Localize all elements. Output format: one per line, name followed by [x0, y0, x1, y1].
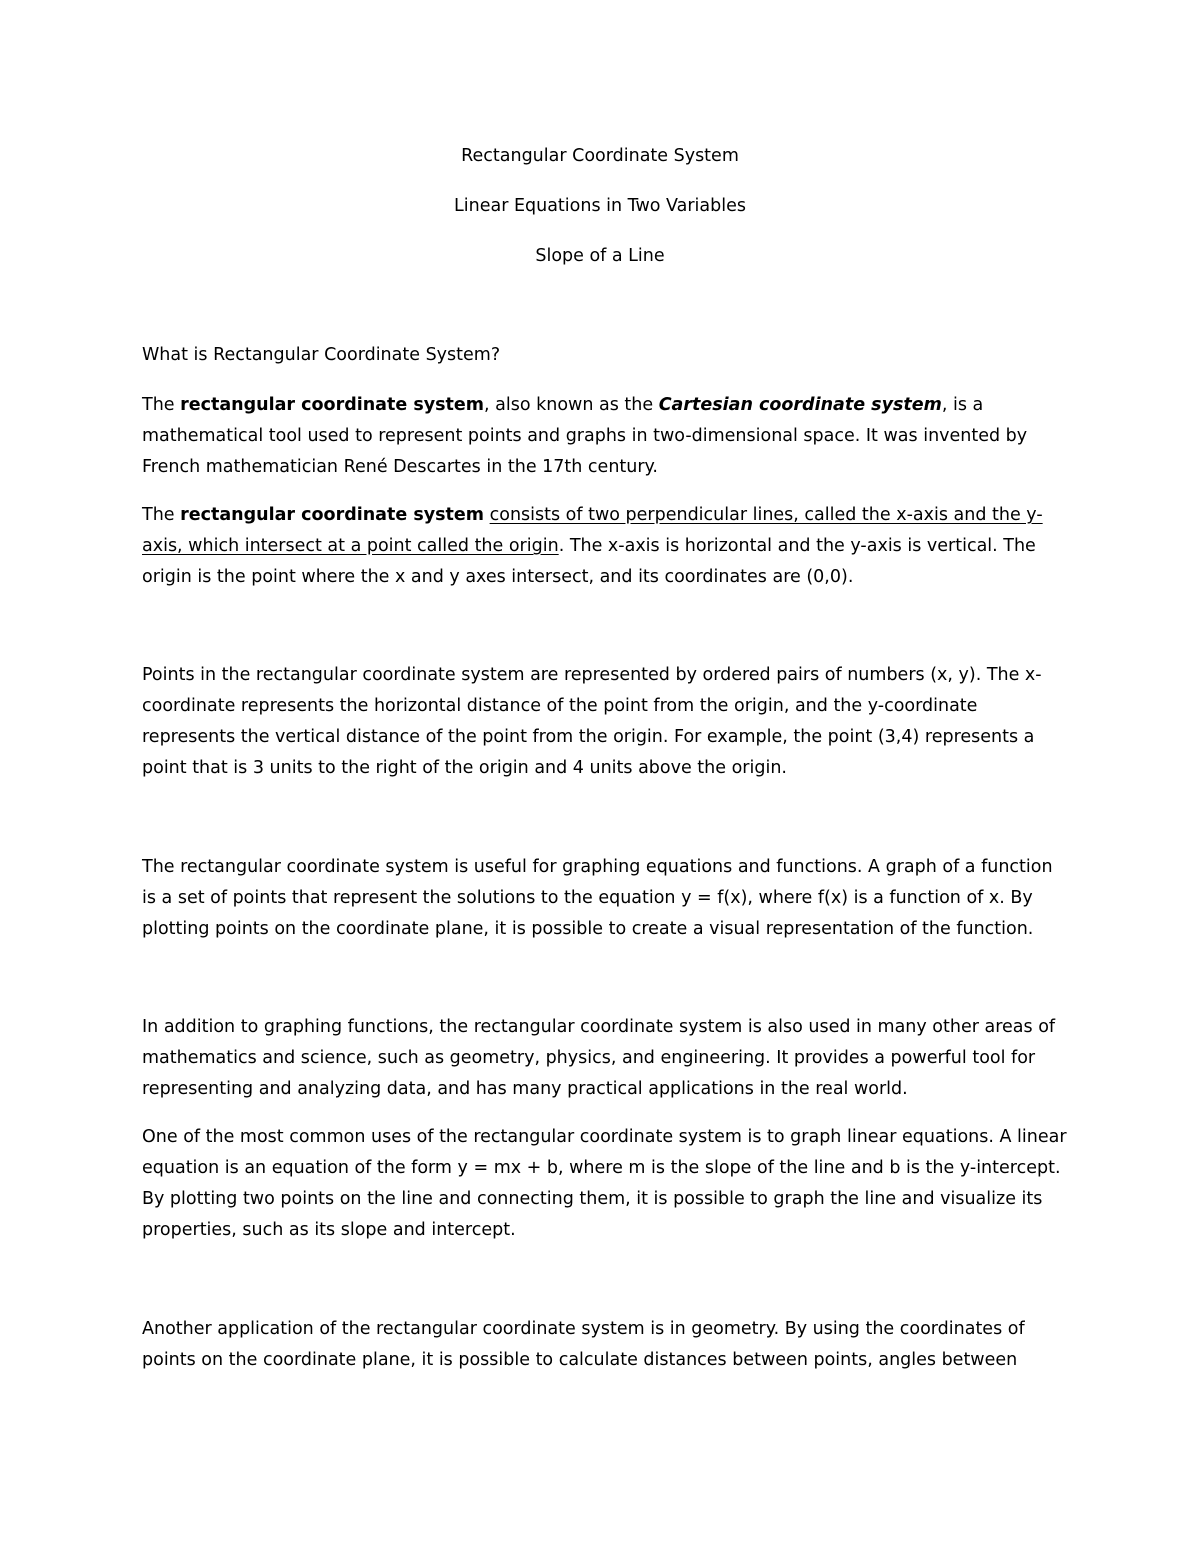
document-subtitle: Linear Equations in Two Variables — [454, 196, 746, 216]
document-title: Rectangular Coordinate System — [461, 146, 739, 166]
paragraph-graphing: The rectangular coordinate system is useful for graphing equations and functions. A graph of a function is a set of points that represent the solutions to the equation y = f(x), where f(x) is a function of x. By plotting points on the coordinate plane, it is possible to create a visual representation of the function. — [142, 857, 1053, 939]
p2-bold-term: rectangular coordinate system — [180, 505, 485, 525]
p2-text: . The x-axis is horizontal and the y-axis is vertical. The origin is the point where the x and y axes intersect, and its coordinates are (0,0). — [142, 536, 1036, 587]
paragraph-definition — [142, 390, 1067, 483]
p2-underlined-text: consists of two perpendicular lines, called the x-axis and the y-axis, which intersect at a point called the origin — [142, 505, 1043, 556]
section-question: What is Rectangular Coordinate System? — [142, 345, 501, 365]
paragraph-axes — [142, 500, 1067, 593]
p1-text: , is a mathematical tool used to represent points and graphs in two-dimensional space. It was invented by French mathematician René Descartes in the 17th century. — [142, 395, 1028, 477]
paragraph-geometry: Another application of the rectangular coordinate system is in geometry. By using the coordinates of points on the coordinate plane, it is possible to calculate distances between points, angles between — [142, 1319, 1025, 1370]
p1-text: , also known as the — [484, 395, 659, 415]
p1-bold-italic-term: Cartesian coordinate system — [658, 395, 942, 415]
paragraph-ordered-pairs: Points in the rectangular coordinate system are represented by ordered pairs of numbers (x, y). The x-coordinate represents the horizontal distance of the point from the origin, and the y-coordinate represents the vertical distance of the point from the origin. For example, the point (3,4) represents a point that is 3 units to the right of the origin and 4 units above the origin. — [142, 665, 1042, 778]
p2-text: The — [142, 505, 181, 525]
document-subtitle-2: Slope of a Line — [535, 246, 665, 266]
paragraph-linear-equations: One of the most common uses of the rectangular coordinate system is to graph linear equations. A linear equation is an equation of the form y = mx + b, where m is the slope of the line and b is the y-intercept. By plotting two points on the line and connecting them, it is possible to graph the line and visualize its properties, such as its slope and intercept. — [142, 1127, 1067, 1240]
paragraph-applications: In addition to graphing functions, the rectangular coordinate system is also used in many other areas of mathematics and science, such as geometry, physics, and engineering. It provides a powerful tool for representing and analyzing data, and has many practical applications in the real world. — [142, 1017, 1056, 1099]
p1-text: The — [142, 395, 181, 415]
p1-bold-term: rectangular coordinate system — [180, 395, 485, 415]
